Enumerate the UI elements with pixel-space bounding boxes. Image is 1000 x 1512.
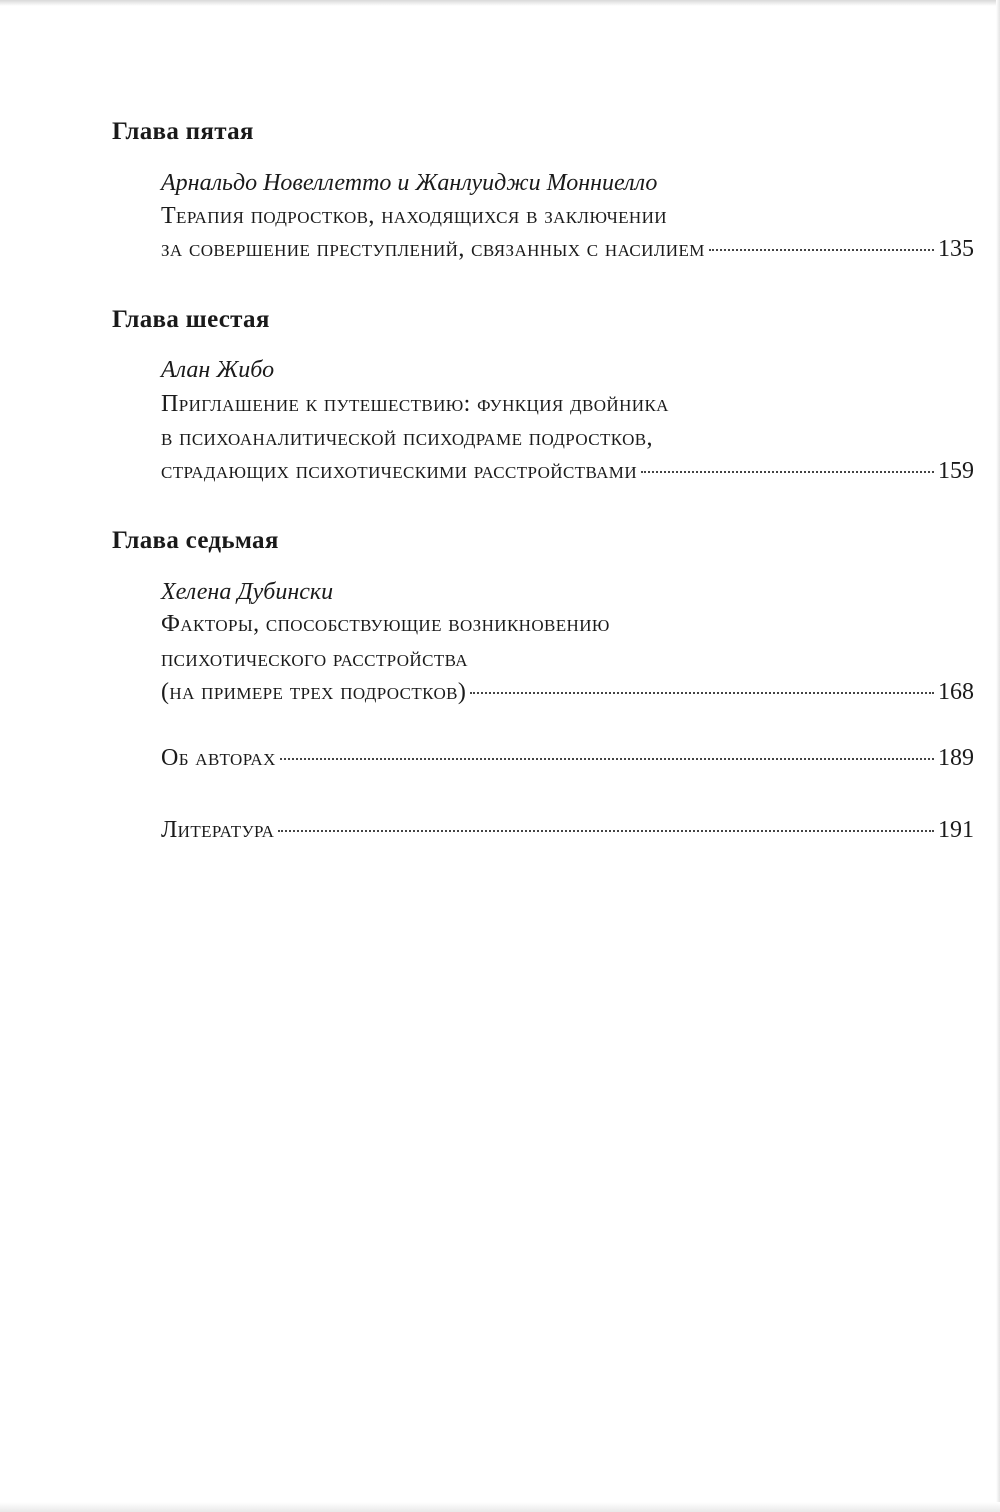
chapter-title-line: за совершение преступлений, связанных с насилием	[161, 236, 705, 262]
page-number: 135	[938, 236, 974, 262]
toc-entry-chapter-6[interactable]	[161, 456, 974, 486]
toc-entry-chapter-5[interactable]	[161, 234, 974, 264]
chapter-title-line: психотического расстройства	[161, 646, 468, 672]
chapter-heading-5: Глава пятая	[112, 118, 254, 145]
dot-leader	[278, 830, 934, 832]
chapter-title-line: Факторы, способствующие возникновению	[161, 611, 610, 637]
dot-leader	[641, 471, 934, 473]
chapter-title-line: (на примере трех подростков)	[161, 679, 467, 705]
page-number: 168	[938, 679, 974, 705]
chapter-heading-6: Глава шестая	[112, 306, 270, 333]
chapter-title-line: Приглашение к путешествию: функция двойника	[161, 391, 669, 417]
chapter-author-7: Хелена Дубински	[161, 579, 334, 605]
dot-leader	[709, 249, 934, 251]
entry-title: Об авторах	[161, 745, 276, 771]
toc-entry-chapter-7[interactable]	[161, 677, 974, 707]
page-number: 191	[938, 817, 974, 843]
toc-entry-about-authors[interactable]	[161, 743, 974, 773]
toc-entry-literature[interactable]	[161, 815, 974, 845]
chapter-title-line: страдающих психотическими расстройствами	[161, 458, 638, 484]
scan-edge-right	[996, 0, 1000, 1512]
scan-edge-bottom	[0, 1502, 1000, 1512]
dot-leader	[470, 692, 934, 694]
chapter-author-5: Арнальдо Новеллетто и Жанлуиджи Монниелло	[161, 170, 658, 196]
entry-title: Литература	[161, 817, 275, 843]
dot-leader	[280, 758, 934, 760]
chapter-author-6: Алан Жибо	[161, 357, 275, 383]
chapter-title-line: Терапия подростков, находящихся в заключении	[161, 203, 667, 229]
chapter-title-line: в психоаналитической психодраме подростков,	[161, 425, 653, 451]
page-number: 189	[938, 745, 974, 771]
scan-edge-top	[0, 0, 1000, 6]
chapter-heading-7: Глава седьмая	[112, 527, 279, 554]
page-number: 159	[938, 458, 974, 484]
